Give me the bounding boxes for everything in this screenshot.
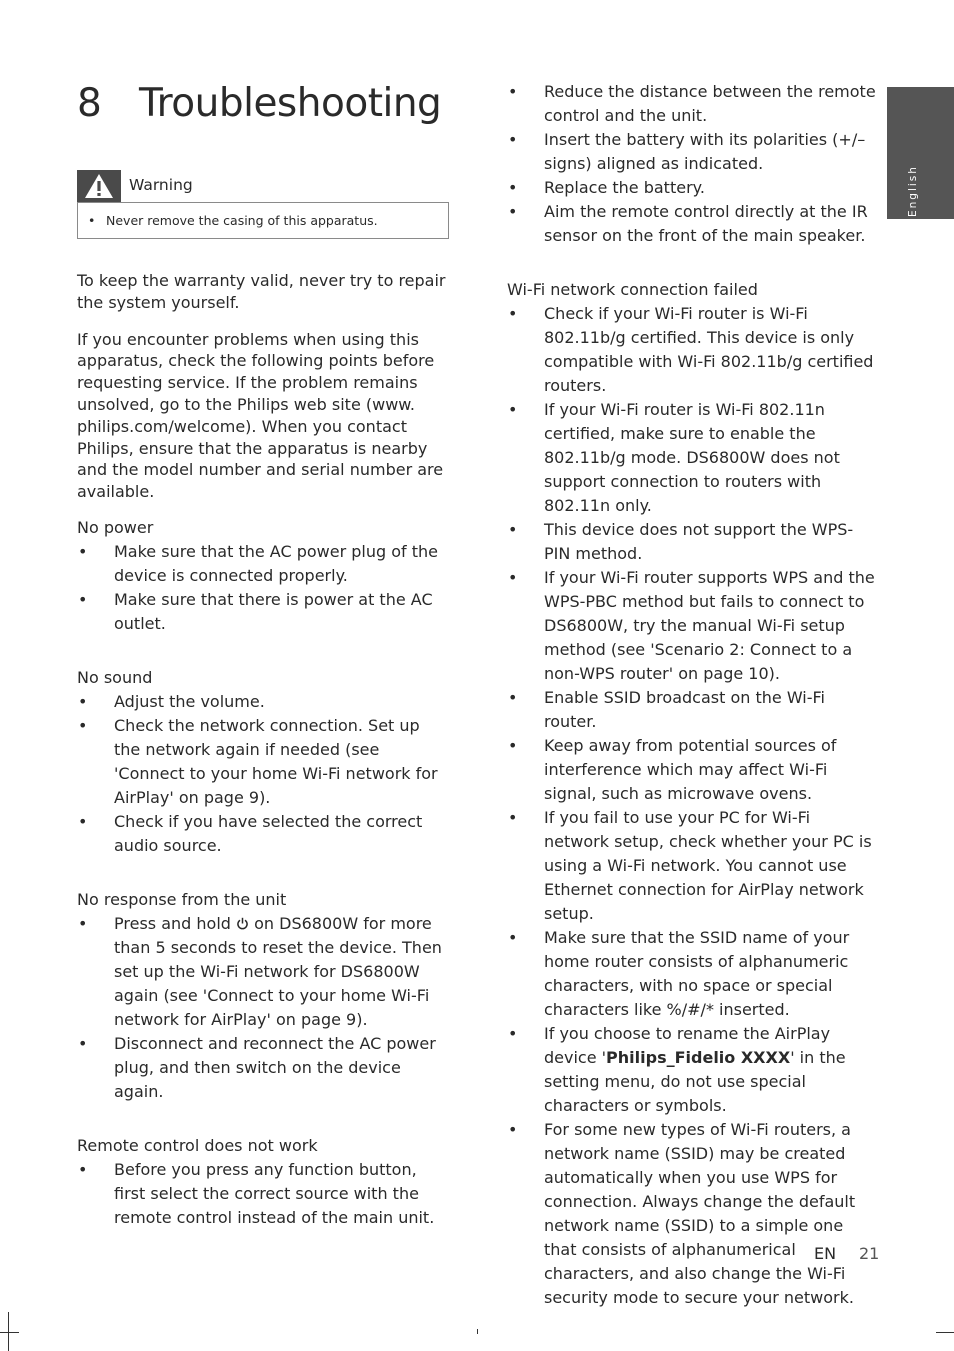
no-response-list (77, 912, 449, 1104)
list-item: • If your Wi-Fi router supports WPS and the WPS-PBC method but fails to connect to DS6800W, try the manual Wi-Fi setup method (see 'Scenario 2: Connect to a non-WPS router' on page 10). (507, 566, 879, 686)
chapter-title-text: Troubleshooting (139, 81, 442, 126)
device-name: Philips_Fidelio XXXX (606, 1048, 791, 1067)
intro-paragraph-2: If you encounter problems when using this apparatus, check the following points before requesting service. If the problem remains unsolved, go to the Philips web site (www. philips.com/welcome). When you contact Philips, ensure that the apparatus is nearby and the model number and serial number are available. (77, 329, 444, 502)
warning-item: • Never remove the casing of this apparatus. (88, 213, 378, 228)
list-item: • If you choose to rename the AirPlay device 'Philips_Fidelio XXXX' in the setting menu, do not use special characters or symbols. (507, 1022, 879, 1118)
warning-triangle-icon (77, 170, 121, 202)
wifi-list (507, 302, 879, 1310)
no-power-heading: No power (77, 517, 154, 537)
list-item: • Make sure that there is power at the AC outlet. (77, 588, 449, 636)
footer-language: EN (814, 1244, 837, 1263)
right-column (507, 80, 879, 1310)
intro-paragraph-1: To keep the warranty valid, never try to repair the system yourself. (77, 271, 446, 312)
no-response-heading: No response from the unit (77, 889, 287, 909)
list-item: • This device does not support the WPS-PIN method. (507, 518, 879, 566)
list-item: • If your Wi-Fi router is Wi-Fi 802.11n certified, make sure to enable the 802.11b/g mode. DS6800W does not support connection to routers with 802.11n only. (507, 398, 879, 518)
list-item: • Check if your Wi-Fi router is Wi-Fi 802.11b/g certified. This device is only compatible with Wi-Fi 802.11b/g certified routers. (507, 302, 879, 398)
language-side-tab-label: English (907, 165, 919, 217)
list-item: • Keep away from potential sources of interference which may affect Wi-Fi signal, such as microwave ovens. (507, 734, 879, 806)
list-item: • If you fail to use your PC for Wi-Fi network setup, check whether your PC is using a Wi-Fi network. You cannot use Ethernet connection for AirPlay network setup. (507, 806, 879, 926)
list-item: • Check if you have selected the correct audio source. (77, 810, 449, 858)
wifi-heading: Wi-Fi network connection failed (507, 280, 758, 299)
crop-mark (0, 1332, 19, 1333)
no-sound-heading: No sound (77, 667, 153, 687)
crop-mark (936, 1332, 954, 1333)
language-side-tab (887, 87, 954, 219)
warning-header (77, 170, 449, 202)
list-item: • Press and hold on DS6800W for more than 5 seconds to reset the device. Then set up the Wi-Fi network for DS6800W again (see 'Connect to your home Wi-Fi network for AirPlay' on page 9). (77, 912, 449, 1032)
list-item: • Aim the remote control directly at the IR sensor on the front of the main speaker. (507, 200, 879, 248)
remote-list-part1 (77, 1158, 449, 1230)
page-number: 21 (859, 1244, 880, 1263)
chapter-title (77, 76, 441, 132)
remote-list-part2 (507, 80, 879, 248)
crop-mark (8, 1312, 9, 1351)
list-item: • Before you press any function button, first select the correct source with the remote control instead of the main unit. (77, 1158, 449, 1230)
crop-mark (477, 1329, 478, 1334)
no-power-list (77, 540, 449, 636)
chapter-number: 8 (77, 81, 102, 126)
left-column (77, 270, 449, 1230)
no-sound-list (77, 690, 449, 858)
warning-box (77, 202, 449, 239)
power-symbol-icon (236, 917, 249, 930)
list-item: • Make sure that the SSID name of your home router consists of alphanumeric characters, with no space or special characters like %/#/* inserted. (507, 926, 879, 1022)
remote-heading: Remote control does not work (77, 1135, 318, 1155)
list-item: • Adjust the volume. (77, 690, 449, 714)
list-item: • Make sure that the AC power plug of the device is connected properly. (77, 540, 449, 588)
list-item: • Enable SSID broadcast on the Wi-Fi router. (507, 686, 879, 734)
list-item: • Check the network connection. Set up the network again if needed (see 'Connect to your home Wi-Fi network for AirPlay' on page 9). (77, 714, 449, 810)
warning-title: Warning (129, 176, 193, 194)
list-item: • Replace the battery. (507, 176, 879, 200)
list-item: • For some new types of Wi-Fi routers, a network name (SSID) may be created automatically when you use WPS for connection. Always change the default network name (SSID) to a simple one that consists of alphanumerical characters, and also change the Wi-Fi security mode to secure your network. (507, 1118, 879, 1310)
list-item: • Reduce the distance between the remote control and the unit. (507, 80, 879, 128)
list-item: • Disconnect and reconnect the AC power plug, and then switch on the device again. (77, 1032, 449, 1104)
list-item: • Insert the battery with its polarities (+/– signs) aligned as indicated. (507, 128, 879, 176)
